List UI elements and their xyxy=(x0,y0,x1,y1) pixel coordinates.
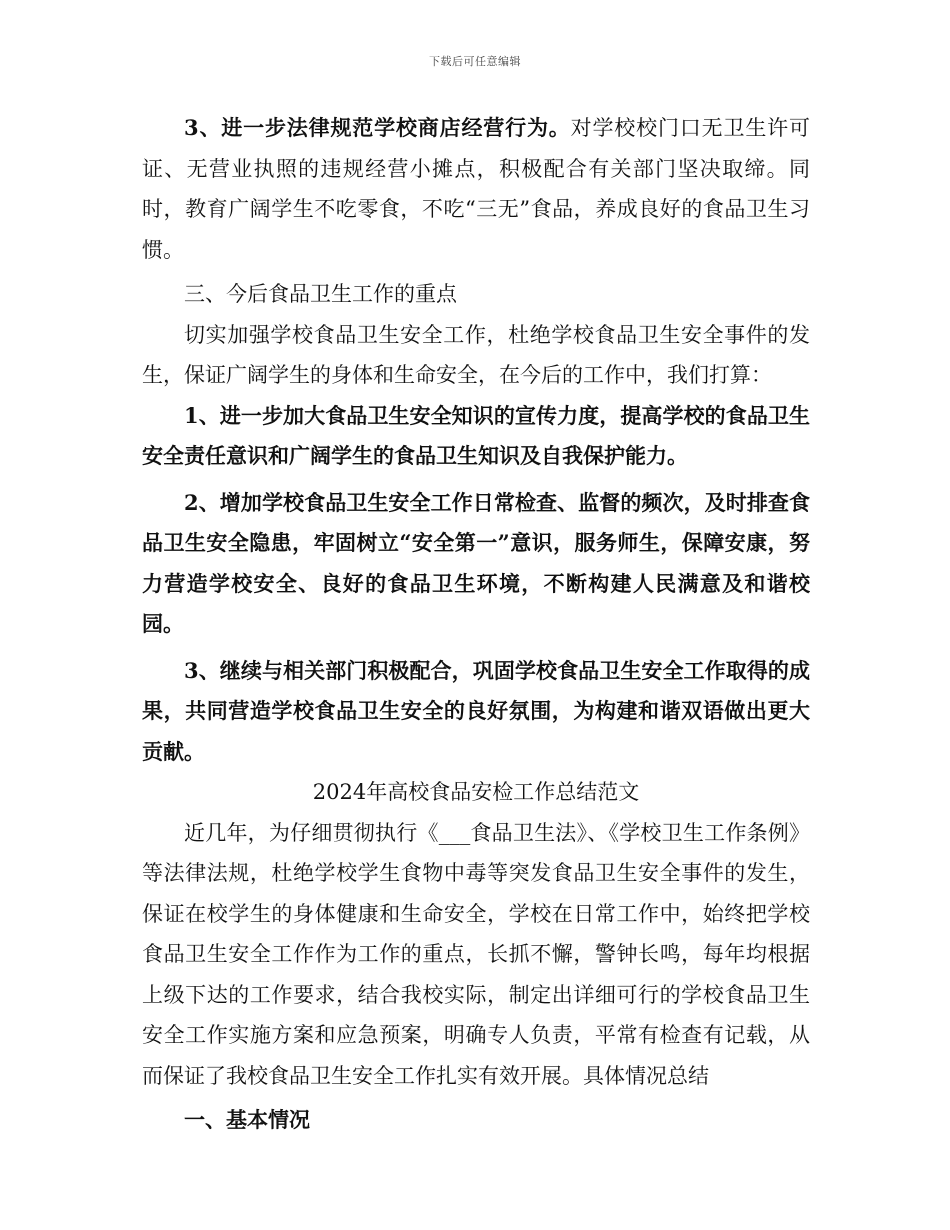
paragraph-intro: 近几年，为仔细贯彻执行《___食品卫生法》、《学校卫生工作条例》等法律法规，杜绝学校学生食物中毒等突发食品卫生安全事件的发生，保证在校学生的身体健康和生命安全，学校在日常工作中，始终把学校食品卫生安全工作作为工作的重点，长抓不懈，警钟长鸣，每年均根据上级下达的工作要求，结合我校实际，制定出详细可行的学校食品卫生安全工作实施方案和应急预案，明确专人负责，平常有检查有记载，从而保证了我校食品卫生安全工作扎实有效开展。具体情况总结 xyxy=(142,820,810,1088)
document-body xyxy=(142,108,810,1141)
section-heading-basic: 一、基本情况 xyxy=(184,1107,310,1132)
paragraph-plan-item-1: 1、进一步加大食品卫生安全知识的宣传力度，提高学校的食品卫生安全责任意识和广阔学生的食品卫生知识及自我保护能力。 xyxy=(142,402,810,468)
paragraph-plan-item-2: 2、增加学校食品卫生安全工作日常检查、监督的频次，及时排查食品卫生安全隐患，牢固树立“安全第一”意识，服务师生，保障安康，努力营造学校安全、良好的食品卫生环境，不断构建人民满意及和谐校园。 xyxy=(142,489,810,636)
paragraph-rest: 对学校校门口无卫生许可证、无营业执照的违规经营小摊点，积极配合有关部门坚决取缔。同时，教育广阔学生不吃零食，不吃“三无”食品，养成良好的食品卫生习惯。 xyxy=(142,116,810,262)
paragraph-shop-regulation xyxy=(142,108,810,270)
header-note: 下载后可任意编辑 xyxy=(429,55,521,68)
paragraph-lead-bold: 3、进一步法律规范学校商店经营行为。 xyxy=(184,115,571,140)
paragraph-plan-item-3: 3、继续与相关部门积极配合，巩固学校食品卫生安全工作取得的成果，共同营造学校食品卫生安全的良好氛围，为构建和谐双语做出更大贡献。 xyxy=(142,657,810,764)
paragraph-plan-intro: 切实加强学校食品卫生安全工作，杜绝学校食品卫生安全事件的发生，保证广阔学生的身体和生命安全，在今后的工作中，我们打算： xyxy=(142,322,810,387)
document-title: 2024年高校食品安检工作总结范文 xyxy=(312,780,640,804)
section-heading-future-focus: 三、今后食品卫生工作的重点 xyxy=(184,282,457,306)
